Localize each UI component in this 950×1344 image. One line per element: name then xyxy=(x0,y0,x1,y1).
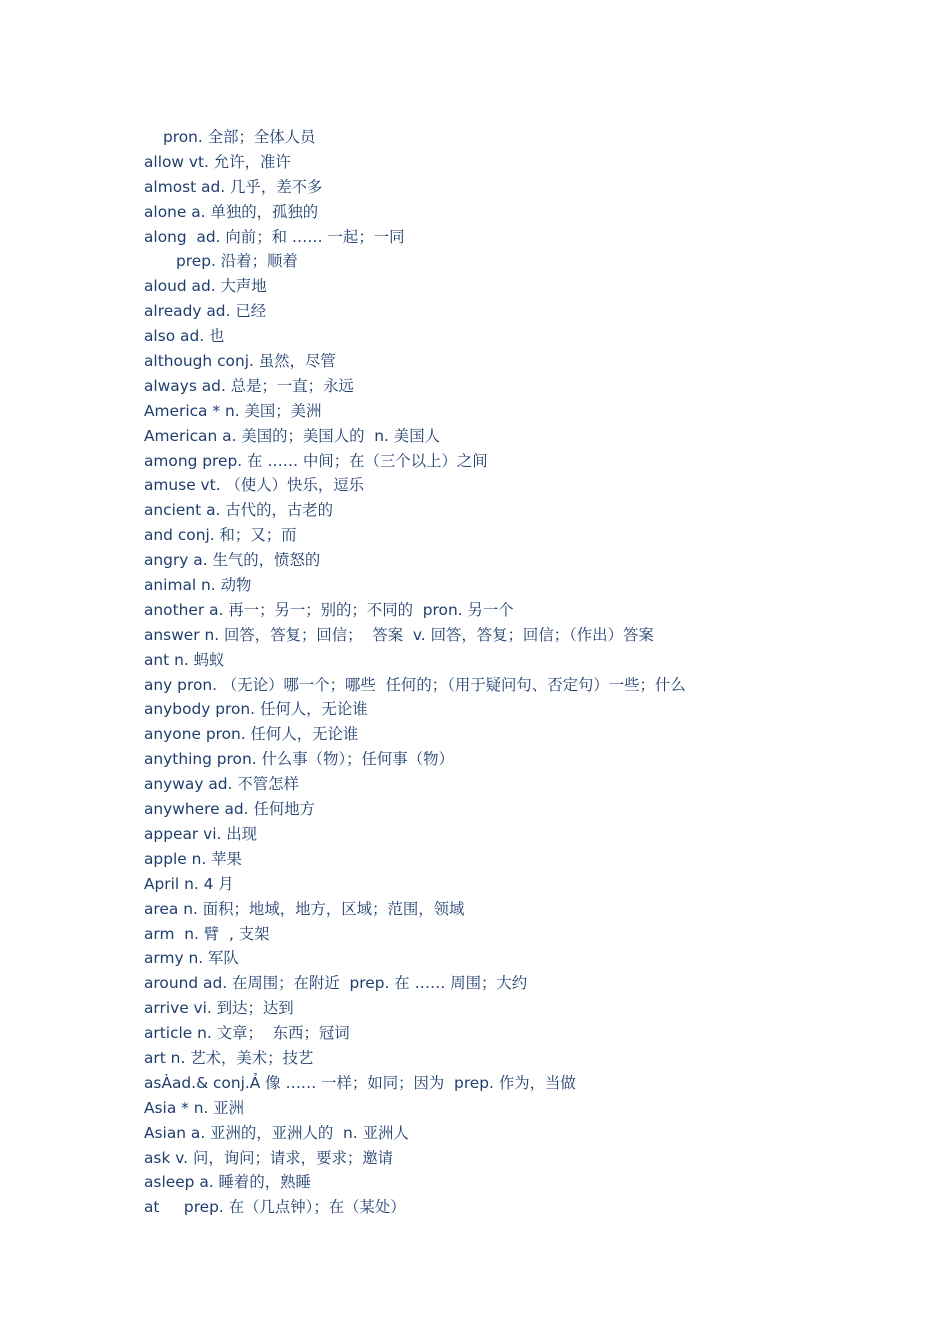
vocabulary-entry: army n. 军队 xyxy=(144,949,239,968)
vocabulary-entry: angry a. 生气的，愤怒的 xyxy=(144,551,321,570)
vocabulary-entry: asleep a. 睡着的，熟睡 xyxy=(144,1173,311,1192)
vocabulary-entry: alone a. 单独的，孤独的 xyxy=(144,202,319,221)
vocabulary-entry: April n. 4 月 xyxy=(144,874,234,893)
vocabulary-entry: anyway ad. 不管怎样 xyxy=(144,775,299,794)
vocabulary-entry: answer n. 回答，答复；回信； 答案 v. 回答，答复；回信；（作出）答案 xyxy=(144,625,654,644)
vocabulary-entry: already ad. 已经 xyxy=(144,302,267,321)
vocabulary-entry: anywhere ad. 任何地方 xyxy=(144,800,316,819)
vocabulary-entry: ant n. 蚂蚁 xyxy=(144,650,225,669)
vocabulary-entry: among prep. 在 …… 中间；在（三个以上）之间 xyxy=(144,451,488,470)
vocabulary-entry: arm n. 臂 , 支架 xyxy=(144,924,270,943)
vocabulary-entry: any pron. （无论）哪一个；哪些 任何的；（用于疑问句、否定句）一些；什么 xyxy=(144,675,686,694)
vocabulary-entry: aloud ad. 大声地 xyxy=(144,277,267,296)
vocabulary-entry: although conj. 虽然，尽管 xyxy=(144,352,336,371)
vocabulary-entry: article n. 文章； 东西；冠词 xyxy=(144,1024,350,1043)
vocabulary-entry: anyone pron. 任何人，无论谁 xyxy=(144,725,359,744)
vocabulary-entry: allow vt. 允许，准许 xyxy=(144,152,291,171)
vocabulary-entry: always ad. 总是；一直；永远 xyxy=(144,376,354,395)
vocabulary-entry: Asia * n. 亚洲 xyxy=(144,1098,245,1117)
vocabulary-entry: anything pron. 什么事（物）；任何事（物） xyxy=(144,750,454,769)
vocabulary-entry: American a. 美国的；美国人的 n. 美国人 xyxy=(144,426,440,445)
vocabulary-entry: around ad. 在周围；在附近 prep. 在 …… 周围；大约 xyxy=(144,974,528,993)
vocabulary-entry: pron. 全部；全体人员 xyxy=(163,128,316,146)
vocabulary-entry: prep. 沿着；顺着 xyxy=(176,252,298,271)
vocabulary-entry: arrive vi. 到达；达到 xyxy=(144,999,294,1018)
vocabulary-entry: animal n. 动物 xyxy=(144,576,252,595)
vocabulary-entry: asÀad.& conj.Ả 像 …… 一样；如同；因为 prep. 作为，当做 xyxy=(144,1073,576,1092)
vocabulary-entry: art n. 艺术，美术；技艺 xyxy=(144,1048,314,1067)
vocabulary-entry: another a. 再一；另一；别的；不同的 pron. 另一个 xyxy=(144,600,514,619)
vocabulary-entry: at prep. 在（几点钟）；在（某处） xyxy=(144,1198,406,1217)
vocabulary-entry: along ad. 向前；和 …… 一起；一同 xyxy=(144,227,405,246)
vocabulary-entry: and conj. 和；又；而 xyxy=(144,526,297,545)
vocabulary-entry: anybody pron. 任何人，无论谁 xyxy=(144,700,368,719)
vocabulary-entry: area n. 面积；地域，地方，区域；范围，领域 xyxy=(144,899,465,918)
vocabulary-entry: ask v. 问，询问；请求，要求；邀请 xyxy=(144,1148,394,1167)
vocabulary-entry: appear vi. 出现 xyxy=(144,824,258,843)
vocabulary-entry: also ad. 也 xyxy=(144,327,225,346)
vocabulary-entry: America * n. 美国；美洲 xyxy=(144,401,322,420)
vocabulary-entry: Asian a. 亚洲的，亚洲人的 n. 亚洲人 xyxy=(144,1123,409,1142)
vocabulary-entry: apple n. 苹果 xyxy=(144,849,242,868)
vocabulary-entry: amuse vt. （使人）快乐，逗乐 xyxy=(144,476,365,495)
vocabulary-entry: almost ad. 几乎，差不多 xyxy=(144,177,323,196)
vocabulary-entry: ancient a. 古代的，古老的 xyxy=(144,501,334,520)
vocabulary-list xyxy=(144,125,844,1220)
